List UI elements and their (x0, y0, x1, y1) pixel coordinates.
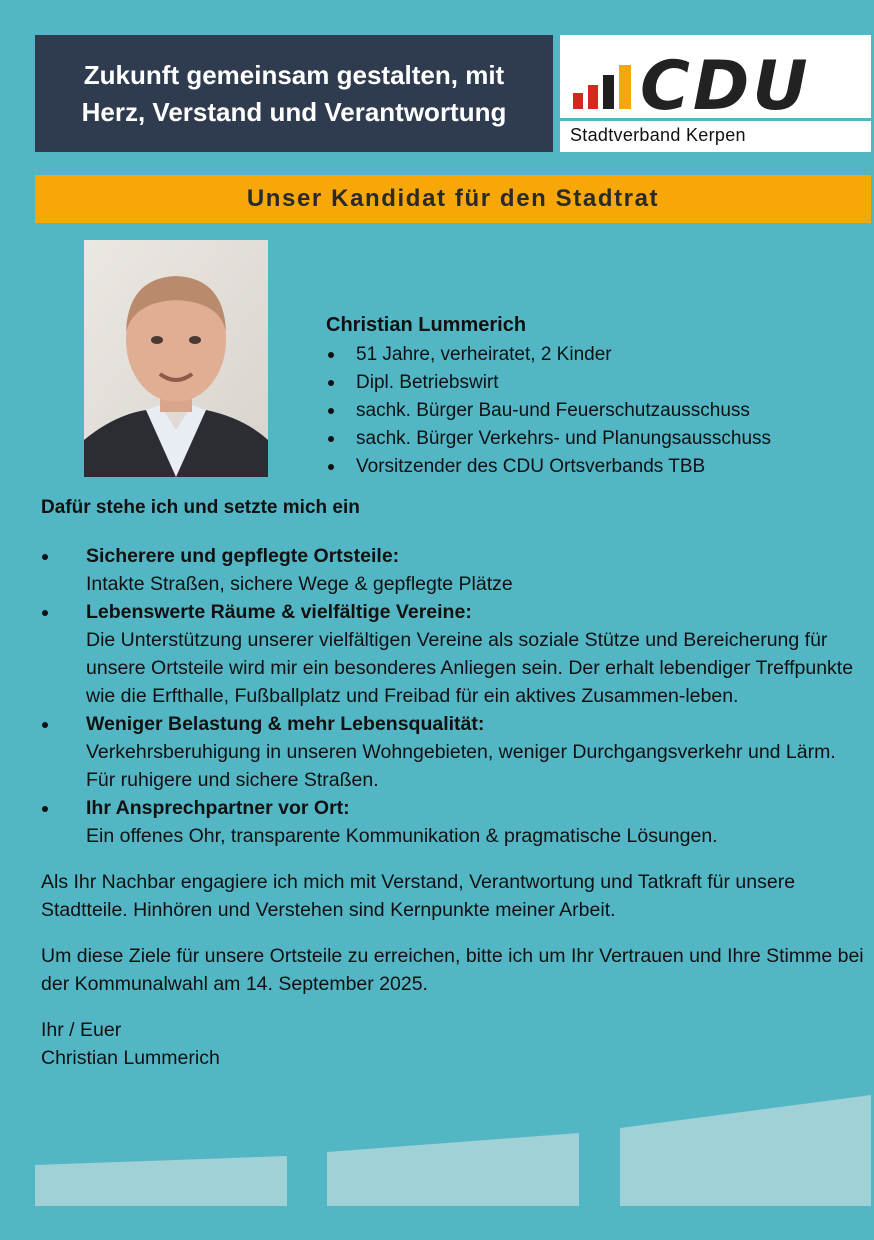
banner-title: Unser Kandidat für den Stadtrat (246, 185, 660, 212)
program-points (41, 542, 866, 850)
closing: Ihr / Euer (41, 1019, 122, 1041)
logo-divider (560, 118, 871, 121)
candidate-info (326, 314, 771, 481)
point-title: Sicherere und gepflegte Ortsteile: (86, 545, 400, 567)
fact-item: Dipl. Betriebswirt (326, 369, 771, 397)
cdu-logo-graphic (560, 35, 871, 117)
paragraph-commitment: Als Ihr Nachbar engagiere ich mich mit Verstand, Verantwortung und Tatkraft für unsere Stadtteile. Hinhören und Verstehen sind Kernpunkte meiner Arbeit. (41, 871, 796, 921)
program-point (41, 542, 866, 598)
candidate-banner (35, 175, 871, 223)
slogan-box (35, 35, 553, 152)
paragraph-vote-appeal: Um diese Ziele für unsere Ortsteile zu erreichen, bitte ich um Ihr Vertrauen und Ihre Stimme bei der Kommunalwahl am 14. September 2025. (41, 945, 864, 995)
point-title: Weniger Belastung & mehr Lebensqualität: (86, 713, 485, 735)
signature-block (41, 1016, 866, 1072)
point-text: Die Unterstützung unserer vielfältigen Vereine als soziale Stütze und Bereicherung für unsere Ortsteile wird mir ein besonderes Anliegen sein. Der erhalt lebendiger Treffpunkte wie die Erfthalle, Fußballplatz und Freibad für ein aktives Zusammen-leben. (86, 629, 854, 707)
deco-bar-2 (327, 1133, 579, 1206)
program-point (41, 794, 866, 850)
deco-bar-1 (35, 1156, 287, 1206)
logo-subtitle: Stadtverband Kerpen (570, 125, 746, 145)
logo-bar-2 (588, 85, 598, 109)
point-text: Ein offenes Ohr, transparente Kommunikation & pragmatische Lösungen. (86, 825, 718, 847)
signature: Christian Lummerich (41, 1047, 220, 1069)
point-text: Intakte Straßen, sichere Wege & gepflegte Plätze (86, 573, 513, 595)
point-text: Verkehrsberuhigung in unseren Wohngebieten, weniger Durchgangsverkehr und Lärm. Für ruhigere und sichere Straßen. (86, 741, 836, 791)
decorative-bars (0, 1090, 874, 1240)
candidate-facts (326, 341, 771, 481)
logo-bar-1 (573, 93, 583, 109)
slogan-line-2: Herz, Verstand und Verantwortung (81, 96, 507, 127)
candidate-name: Christian Lummerich (326, 314, 527, 336)
candidate-photo (84, 240, 268, 477)
program-intro: Dafür stehe ich und setzte mich ein (41, 497, 360, 518)
program-section (41, 494, 866, 1072)
deco-bar-3 (620, 1095, 871, 1206)
point-title: Lebenswerte Räume & vielfältige Vereine: (86, 601, 472, 623)
logo-bar-4 (619, 65, 631, 109)
fact-item: sachk. Bürger Bau-und Feuerschutzausschuss (326, 397, 771, 425)
point-title: Ihr Ansprechpartner vor Ort: (86, 797, 350, 819)
logo-text: CDU (640, 47, 811, 117)
cdu-logo (560, 35, 871, 152)
fact-item: sachk. Bürger Verkehrs- und Planungsausschuss (326, 425, 771, 453)
fact-item: Vorsitzender des CDU Ortsverbands TBB (326, 453, 771, 481)
program-point (41, 598, 866, 710)
program-point (41, 710, 866, 794)
logo-bar-3 (603, 75, 614, 109)
slogan-line-1: Zukunft gemeinsam gestalten, mit (83, 59, 505, 90)
fact-item: 51 Jahre, verheiratet, 2 Kinder (326, 341, 771, 369)
